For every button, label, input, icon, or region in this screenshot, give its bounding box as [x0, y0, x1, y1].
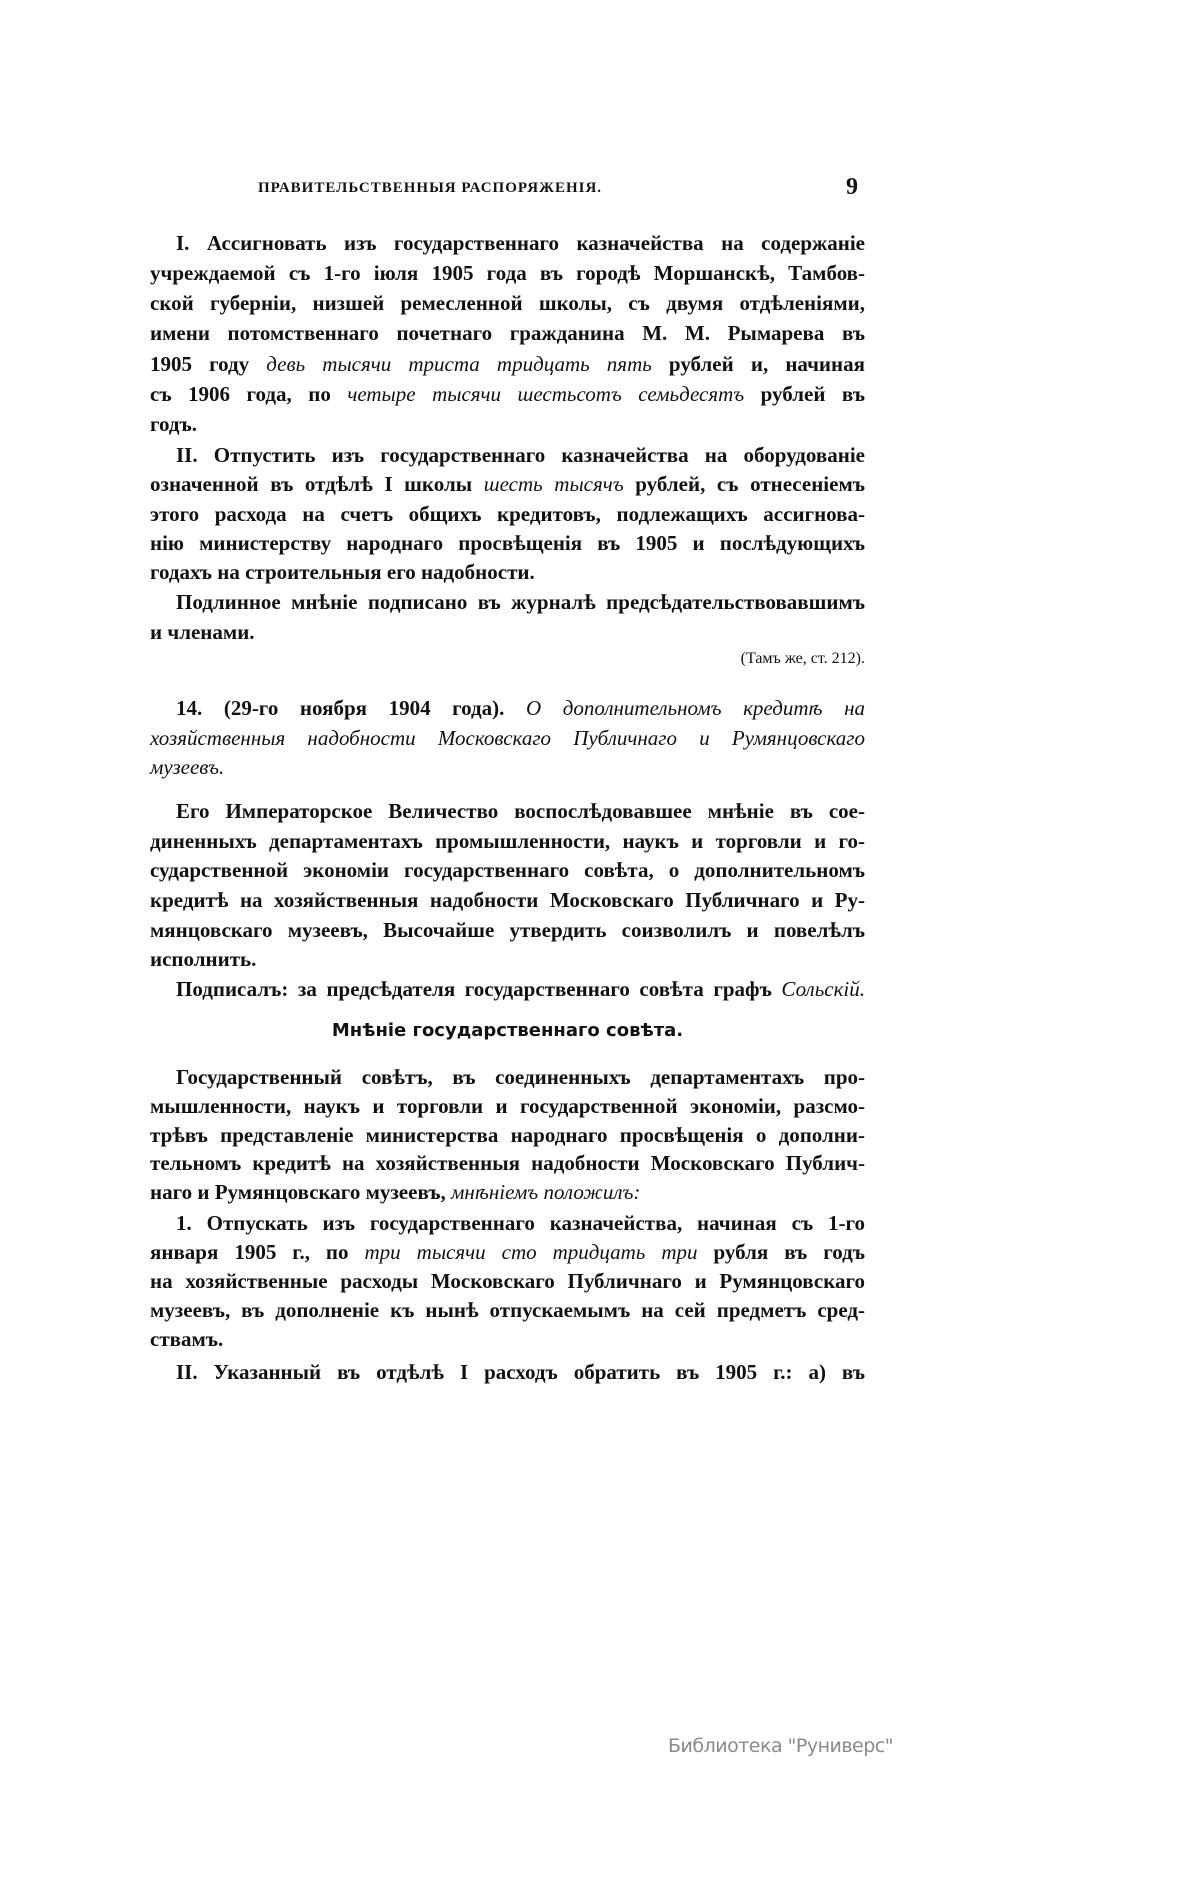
text-segment: наго и Румянцовскаго музеевъ, [150, 1180, 452, 1204]
text-line [176, 1359, 865, 1385]
italic-text: О дополнительномъ кредитѣ на [526, 696, 865, 720]
text-segment: трѣвъ представленіе министерства народнаго просвѣщенія о дополни- [150, 1123, 865, 1147]
text-line [150, 501, 865, 527]
text-segment: годъ. [150, 412, 198, 436]
italic-text: музеевъ. [150, 755, 225, 779]
text-line [150, 857, 865, 883]
text-line [150, 725, 865, 751]
text-line [176, 442, 865, 468]
italic-text: Сольскій. [781, 977, 865, 1001]
text-segment: Подписалъ: за предсѣдателя государственнаго совѣта графъ [176, 977, 782, 1001]
text-segment: и членами. [150, 620, 255, 644]
text-segment: диненныхъ департаментахъ промышленности, наукъ и торговли и го- [150, 829, 865, 853]
text-line [150, 1326, 865, 1352]
text-line [150, 1150, 865, 1176]
text-line [150, 320, 865, 346]
text-segment: рубля въ годъ [697, 1240, 866, 1264]
text-segment: рублей въ [744, 382, 865, 406]
text-segment: Его Императорское Величество воспослѣдовавшее мнѣніе въ сое- [176, 799, 865, 823]
text-line [150, 917, 865, 943]
text-segment: II. Отпустить изъ государственнаго казначейства на оборудованіе [176, 443, 865, 467]
text-segment: имени потомственнаго почетнаго гражданина М. М. Рымарева въ [150, 321, 865, 345]
text-line [150, 559, 865, 585]
text-segment: Подлинное мнѣніе подписано въ журналѣ предсѣдательствовавшимъ [176, 590, 865, 614]
running-title: ПРАВИТЕЛЬСТВЕННЫЯ РАСПОРЯЖЕНІЯ. [257, 180, 603, 196]
italic-text: мнѣніемъ положилъ: [451, 1180, 641, 1204]
text-line [176, 976, 865, 1002]
text-line [150, 381, 865, 407]
text-line [150, 260, 865, 286]
text-line [150, 946, 865, 972]
text-line [150, 887, 865, 913]
text-line [150, 619, 865, 645]
text-line [150, 828, 865, 854]
text-line [176, 1064, 865, 1090]
text-segment: 1. Отпускать изъ государственнаго казначейства, начиная съ 1-го [176, 1211, 865, 1235]
text-line [176, 695, 865, 721]
source-citation [150, 646, 865, 672]
text-segment: рублей, съ отнесеніемъ [623, 472, 866, 496]
section-heading [150, 1018, 865, 1044]
italic-text: девь тысячи триста тридцать пять [266, 352, 652, 376]
text-line [150, 471, 865, 497]
text-line [150, 1179, 865, 1205]
text-segment: мышленности, наукъ и торговли и государственной экономіи, разсмо- [150, 1094, 865, 1118]
text-line [150, 1268, 865, 1294]
page-number: 9 [846, 174, 858, 200]
text-segment: съ 1906 года, по [150, 382, 348, 406]
text-segment: I. Ассигновать изъ государственнаго казначейства на содержаніе [176, 231, 865, 255]
text-segment: учреждаемой съ 1-го іюля 1905 года въ городѣ Моршанскѣ, Тамбов- [150, 261, 865, 285]
text-segment: (Тамъ же, ст. 212). [740, 650, 865, 667]
text-segment: 1905 году [150, 352, 267, 376]
text-line [176, 798, 865, 824]
text-line [150, 1297, 865, 1323]
text-segment: рублей и, начиная [651, 352, 865, 376]
italic-text: четыре тысячи шестьсотъ семьдесятъ [347, 382, 745, 406]
text-line [150, 530, 865, 556]
italic-text: шесть тысячъ [483, 472, 624, 496]
text-segment: годахъ на строительныя его надобности. [150, 560, 535, 584]
text-line [176, 1210, 865, 1236]
italic-text: хозяйственныя надобности Московскаго Публичнаго и Румянцовскаго [150, 726, 865, 750]
text-line [150, 290, 865, 316]
text-segment: сударственной экономіи государственнаго совѣта, о дополнительномъ [150, 858, 865, 882]
text-segment: кредитѣ на хозяйственныя надобности Московскаго Публичнаго и Ру- [150, 888, 865, 912]
text-segment: января 1905 г., по [150, 1240, 365, 1264]
text-segment: ской губерніи, низшей ремесленной школы, съ двумя отдѣленіями, [150, 291, 865, 315]
text-line [176, 230, 865, 256]
text-segment: на хозяйственные расходы Московскаго Публичнаго и Румянцовскаго [150, 1269, 865, 1293]
text-segment: 14. (29-го ноября 1904 года). [176, 696, 526, 720]
text-segment: исполнить. [150, 947, 257, 971]
text-segment: этого расхода на счетъ общихъ кредитовъ, подлежащихъ ассигнова- [150, 502, 865, 526]
text-line [176, 589, 865, 615]
text-segment: Мнѣніе государственнаго совѣта. [331, 1020, 684, 1041]
text-segment: музеевъ, въ дополненіе къ нынѣ отпускаемымъ на сей предметъ сред- [150, 1298, 865, 1322]
text-line [150, 411, 865, 437]
library-watermark: Библиотека "Руниверс" [668, 1735, 893, 1757]
text-segment: II. Указанный въ отдѣлѣ I расходъ обратить въ 1905 г.: а) въ [176, 1360, 865, 1384]
text-segment: означенной въ отдѣлѣ I школы [150, 472, 484, 496]
text-segment: Государственный совѣтъ, въ соединенныхъ департаментахъ про- [176, 1065, 865, 1089]
text-line [150, 1122, 865, 1148]
text-segment: тельномъ кредитѣ на хозяйственныя надобности Московскаго Публич- [150, 1151, 865, 1175]
text-segment: мянцовскаго музеевъ, Высочайше утвердить соизволилъ и повелѣлъ [150, 918, 865, 942]
text-line [150, 1093, 865, 1119]
text-segment: нію министерству народнаго просвѣщенія въ 1905 и послѣдующихъ [150, 531, 865, 555]
text-line [150, 1239, 865, 1265]
italic-text: три тысячи сто тридцать три [364, 1240, 698, 1264]
text-line [150, 351, 865, 377]
text-segment: ствамъ. [150, 1327, 224, 1351]
text-line [150, 754, 865, 780]
